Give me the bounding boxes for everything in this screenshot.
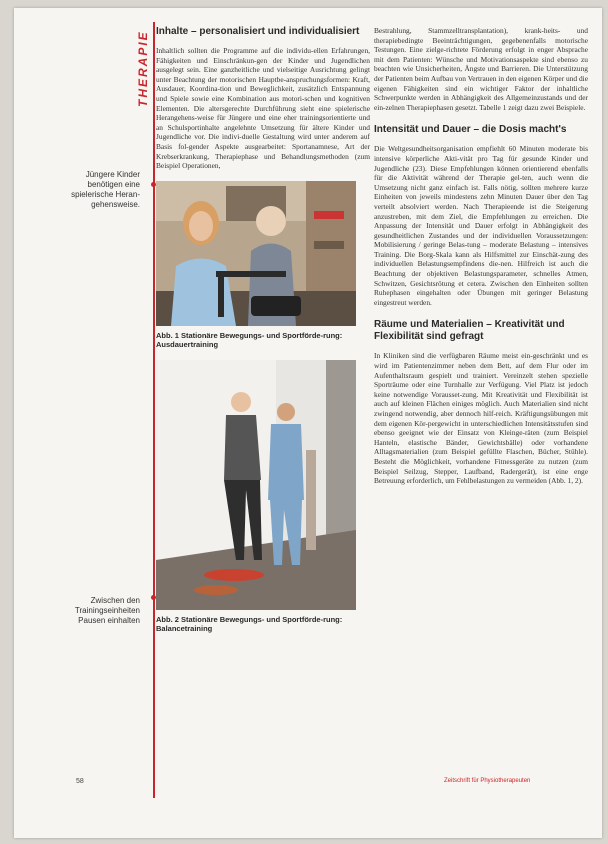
- balance-training-illustration: [156, 360, 356, 610]
- body-paragraph-intro: Bestrahlung, Stammzelltransplantation), krank-heits- und therapiebedingte Beeinträchtigungen, gegebenenfalls motorische Testungen. Eine zielge-richtete Förderung erfolgt in enger Absprache mit dem Patienten: Wünsche und Motivationsaspekte sind ebenso zu beachten wie Unsicherheiten, Ängste und Barrieren. Die Unterstützung der Patienten beim Aufbau von Vertrauen in den eigenen Körper und die eigenen Fähigkeiten sind ein wichtiger Faktor der inhaltliche Schwerpunkte werden in Abhängigkeit des Allgemeinzustands und der ein-zelnen Therapiephasen gesetzt. Tabelle 1 zeigt dazu zwei Beispiele.: [374, 26, 588, 112]
- figure-1-photo: [156, 181, 356, 326]
- margin-note-2: Zwischen den Trainingseinheiten Pausen einhalten: [74, 596, 140, 625]
- figure-1-caption: Abb. 1 Stationäre Bewegungs- und Sportförde-rung: Ausdauertraining: [156, 330, 343, 350]
- body-paragraph-intensity: Die Weltgesundheitsorganisation empfiehlt 60 Minuten moderate bis intensive körperliche Akti-vität pro Tag für gesunde Kinder und Jugendliche (23). Diese Empfehlungen können orientierend ebenfalls für die Aktivität während der Therapie gel-ten, auch wenn die Umsetzung nicht ganz einfach ist. Falls nötig, sollten mehrere kurze Einheiten von jeweils mindestens zehn Minuten Dauer über den Tag verteilt absolviert werden. Nach Therapieende ist die Steigerung anzustreben, mit dem Ziel, die Empfehlungen zu erreichen. Die Anpassung der Intensität und Dauer erfolgt in Abhängigkeit des gesundheitlichen Zustandes und der individuellen Voraussetzungen: Mobilisierung / geringe Belas-tung – moderate Belastung – intensives Training. Die Borg-Skala kann als Hilfsmittel zur Einschät-zung des individuellen Belastungsempfindens die-nen. Hilfreich ist auch die Beachtung der objektiven Belastungsparameter, schnelles Atmen, Schwitzen, Gesichtsrötung et cetera. Zwischen den Einheiten sollten Ruhephasen eingehalten oder Übungen mit geringer Belastung eingestreut werden.: [374, 144, 588, 307]
- section-heading-intensity: Intensität und Dauer – die Dosis macht's: [374, 124, 567, 136]
- journal-name: Zeitschrift für Physiotherapeuten: [444, 778, 531, 784]
- magazine-page: [14, 8, 602, 838]
- endurance-training-illustration: [156, 181, 356, 326]
- body-paragraph-rooms: In Kliniken sind die verfügbaren Räume meist ein-geschränkt und es wird im Patientenzimmer neben dem Bett, auf dem Flur oder im Aufenthaltsraum gespielt und trainiert. Vereinzelt stehen spezielle Sporträume oder eine Turnhalle zur Verfügung. Viel Platz ist jedoch keine notwendige Vorausset-zung. Mit Kreativität und Flexibilität ist auch auf kleinen Flächen einiges möglich. Auch Materialien sind nicht zwingend notwendig, aber dennoch hilf-reich. Kräftigungsübungen mit dem eigenen Kör-pergewicht in unterschiedlichen Intensitätsstufen sind ebenso geeignet wie der Einsatz von Kleinge-räten (zum Beispiel Hanteln, elastische Bänder, Gewichtsbälle) oder vorhandene Alltagsmaterialien (zum Beispiel gefüllte Flaschen, Bücher, Stühle). Besteht die Möglichkeit, vorhandene Fitnessgeräte zu nutzen (zum Beispiel Seilzug, Stepper, Laufband, Radergerät), ist eine enge Betreuung erforderlich, um Fehlbelastungen zu vermeiden (Abb. 1, 2).: [374, 351, 588, 486]
- margin-note-1: Jüngere Kinder benötigen eine spielerische Heran-gehensweise.: [71, 170, 140, 209]
- figure-2-photo: [156, 360, 356, 610]
- section-divider-line: [153, 22, 155, 798]
- section-heading-rooms: Räume und Materialien – Kreativität und Flexibilität sind gefragt: [374, 319, 565, 343]
- figure-2-caption: Abb. 2 Stationäre Bewegungs- und Sportförde-rung: Balancetraining: [156, 614, 343, 634]
- section-heading-content: Inhalte – personalisiert und individualisiert: [156, 26, 360, 37]
- left-column: [156, 26, 370, 634]
- body-paragraph-content: Inhaltlich sollten die Programme auf die individu-ellen Erfahrungen, Fähigkeiten und Einschränkun-gen der Kinder und Jugendlichen ausgelegt sein. Eine ganzheitliche und vielseitige Ausrichtung gelingt unter Beachtung der motorischen Hauptbe-anspruchungsformen: Kraft, Ausdauer, Koordina-tion und Beweglichkeit, zusätzlich Entspannung und Spiele sowie eine Kombination aus motori-schen und kognitiven Elementen. Die altersgerechte Durchführung sieht eine spielerische Herangehens-weise für Jüngere und eine eher trainingsorientierte und an Schulsportinhalte angelehnte Umsetzung für ältere Kinder und Jugendliche vor. Die indivi-duelle Gestaltung wird unter anderem auf Basis fol-gender Aspekte ausgearbeitet: Sportanamnese, Art der Krebserkrankung, Therapiephase und Behandlungsmethoden (zum Beispiel Operationen,: [156, 46, 370, 171]
- page-number: 58: [76, 778, 84, 785]
- section-label: THERAPIE: [136, 30, 150, 107]
- right-column: [374, 26, 588, 486]
